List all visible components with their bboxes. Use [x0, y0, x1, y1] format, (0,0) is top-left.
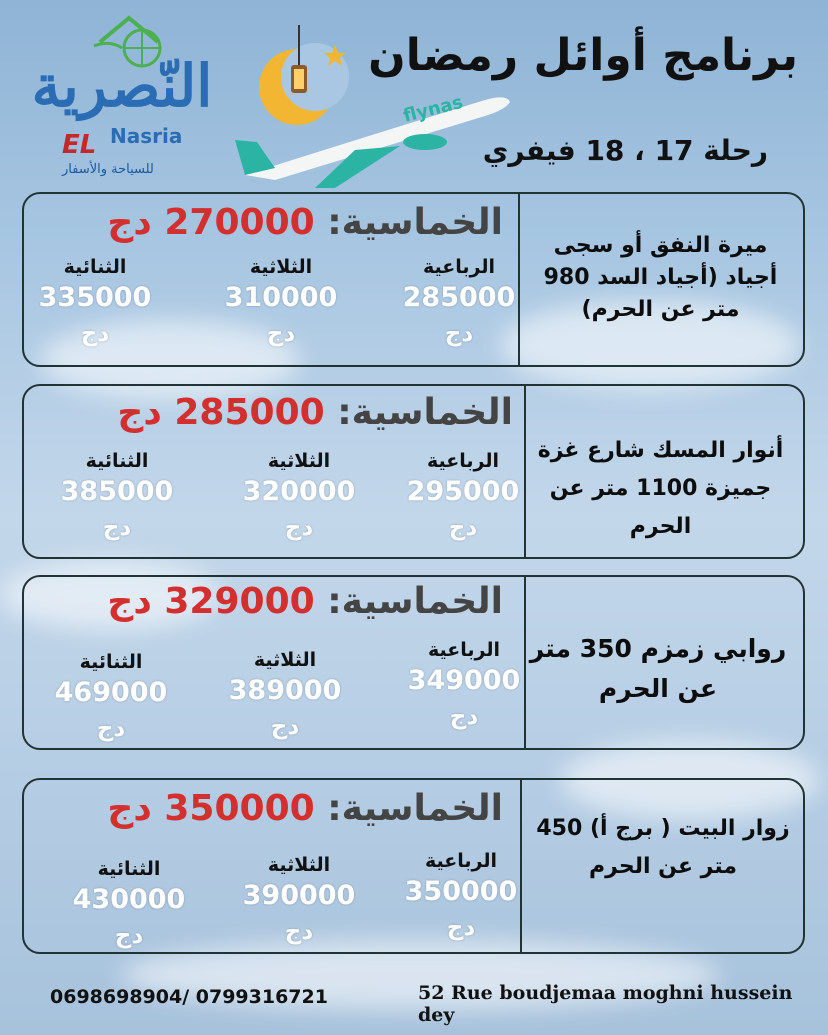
- logo-arabic: النّصرية: [31, 52, 213, 120]
- hotel-name: أنوار المسك شارع غزة جميزة 1100 متر عن الحرم: [537, 438, 784, 539]
- room-price: 295000: [406, 476, 520, 507]
- room-quad: [396, 850, 526, 941]
- room-price: 390000: [242, 880, 356, 911]
- agency-logo: [22, 12, 232, 192]
- package-card: [22, 778, 805, 954]
- room-quad: [398, 450, 528, 541]
- room-price: 430000: [72, 884, 186, 915]
- logo-nasria: Nasria: [110, 124, 183, 148]
- room-price: 385000: [60, 476, 174, 507]
- room-label: الرباعية: [428, 639, 500, 661]
- quint-price: [107, 202, 503, 243]
- phone-numbers: 0698698904/ 0799316721: [50, 986, 328, 1008]
- quint-price: [107, 788, 503, 829]
- room-currency: دج: [449, 704, 479, 730]
- room-triple: [234, 854, 364, 945]
- quint-value: 329000 دج: [107, 581, 315, 622]
- room-quad: [404, 639, 524, 730]
- quint-value: 350000 دج: [107, 788, 315, 829]
- quint-label: الخماسية:: [327, 202, 503, 243]
- room-currency: دج: [266, 321, 296, 347]
- room-label: الثلاثية: [253, 649, 317, 671]
- room-currency: دج: [444, 321, 474, 347]
- room-label: الرباعية: [425, 850, 497, 872]
- room-price: 285000: [402, 282, 516, 313]
- room-price: 320000: [242, 476, 356, 507]
- hotel-name: زوار البيت ( برج أ) 450 متر عن الحرم: [536, 816, 790, 879]
- logo-tagline: للسياحة والأسفار: [62, 162, 154, 177]
- room-triple: [220, 649, 350, 740]
- package-card: [22, 384, 805, 559]
- quint-price: [107, 581, 503, 622]
- room-currency: دج: [284, 919, 314, 945]
- room-label: الرباعية: [427, 450, 499, 472]
- room-double: [52, 450, 182, 541]
- room-currency: دج: [96, 716, 126, 742]
- room-price: 335000: [38, 282, 152, 313]
- quint-label: الخماسية:: [327, 788, 503, 829]
- room-double: [46, 651, 176, 742]
- room-triple: [234, 450, 364, 541]
- package-card: [22, 192, 805, 367]
- room-price: 310000: [224, 282, 338, 313]
- hotel-name: روابي زمزم 350 متر عن الحرم: [529, 634, 787, 703]
- room-price: 469000: [54, 677, 168, 708]
- room-currency: دج: [448, 515, 478, 541]
- room-label: الثلاثية: [267, 854, 331, 876]
- hotel-name: ميرة النفق أو سجى أجياد (أجياد السد 980 متر عن الحرم): [543, 233, 778, 322]
- room-label: الثنائية: [85, 450, 149, 472]
- room-currency: دج: [270, 714, 300, 740]
- room-price: 349000: [407, 665, 521, 696]
- address: 52 Rue boudjemaa moghni hussein dey: [418, 982, 793, 1026]
- room-currency: دج: [284, 515, 314, 541]
- airplane-illustration: [235, 80, 515, 190]
- quint-value: 270000 دج: [107, 202, 315, 243]
- room-double: [64, 858, 194, 949]
- room-price: 389000: [228, 675, 342, 706]
- room-currency: دج: [446, 915, 476, 941]
- room-double: [30, 256, 160, 347]
- room-triple: [216, 256, 346, 347]
- room-currency: دج: [102, 515, 132, 541]
- quint-price: [117, 392, 513, 433]
- room-label: الثنائية: [79, 651, 143, 673]
- room-price: 350000: [404, 876, 518, 907]
- room-label: الرباعية: [423, 256, 495, 278]
- room-quad: [399, 256, 519, 347]
- quint-label: الخماسية:: [337, 392, 513, 433]
- trip-dates: رحلة 17 ، 18 فيفري: [482, 134, 768, 167]
- room-label: الثلاثية: [267, 450, 331, 472]
- page-title: برنامج أوائل رمضان: [368, 30, 798, 81]
- room-currency: دج: [114, 923, 144, 949]
- logo-el: EL: [62, 130, 97, 160]
- room-currency: دج: [80, 321, 110, 347]
- quint-value: 285000 دج: [117, 392, 325, 433]
- room-label: الثنائية: [97, 858, 161, 880]
- room-label: الثنائية: [63, 256, 127, 278]
- plane-brand: flynas: [401, 91, 466, 127]
- package-card: [22, 575, 805, 750]
- quint-label: الخماسية:: [327, 581, 503, 622]
- room-label: الثلاثية: [249, 256, 313, 278]
